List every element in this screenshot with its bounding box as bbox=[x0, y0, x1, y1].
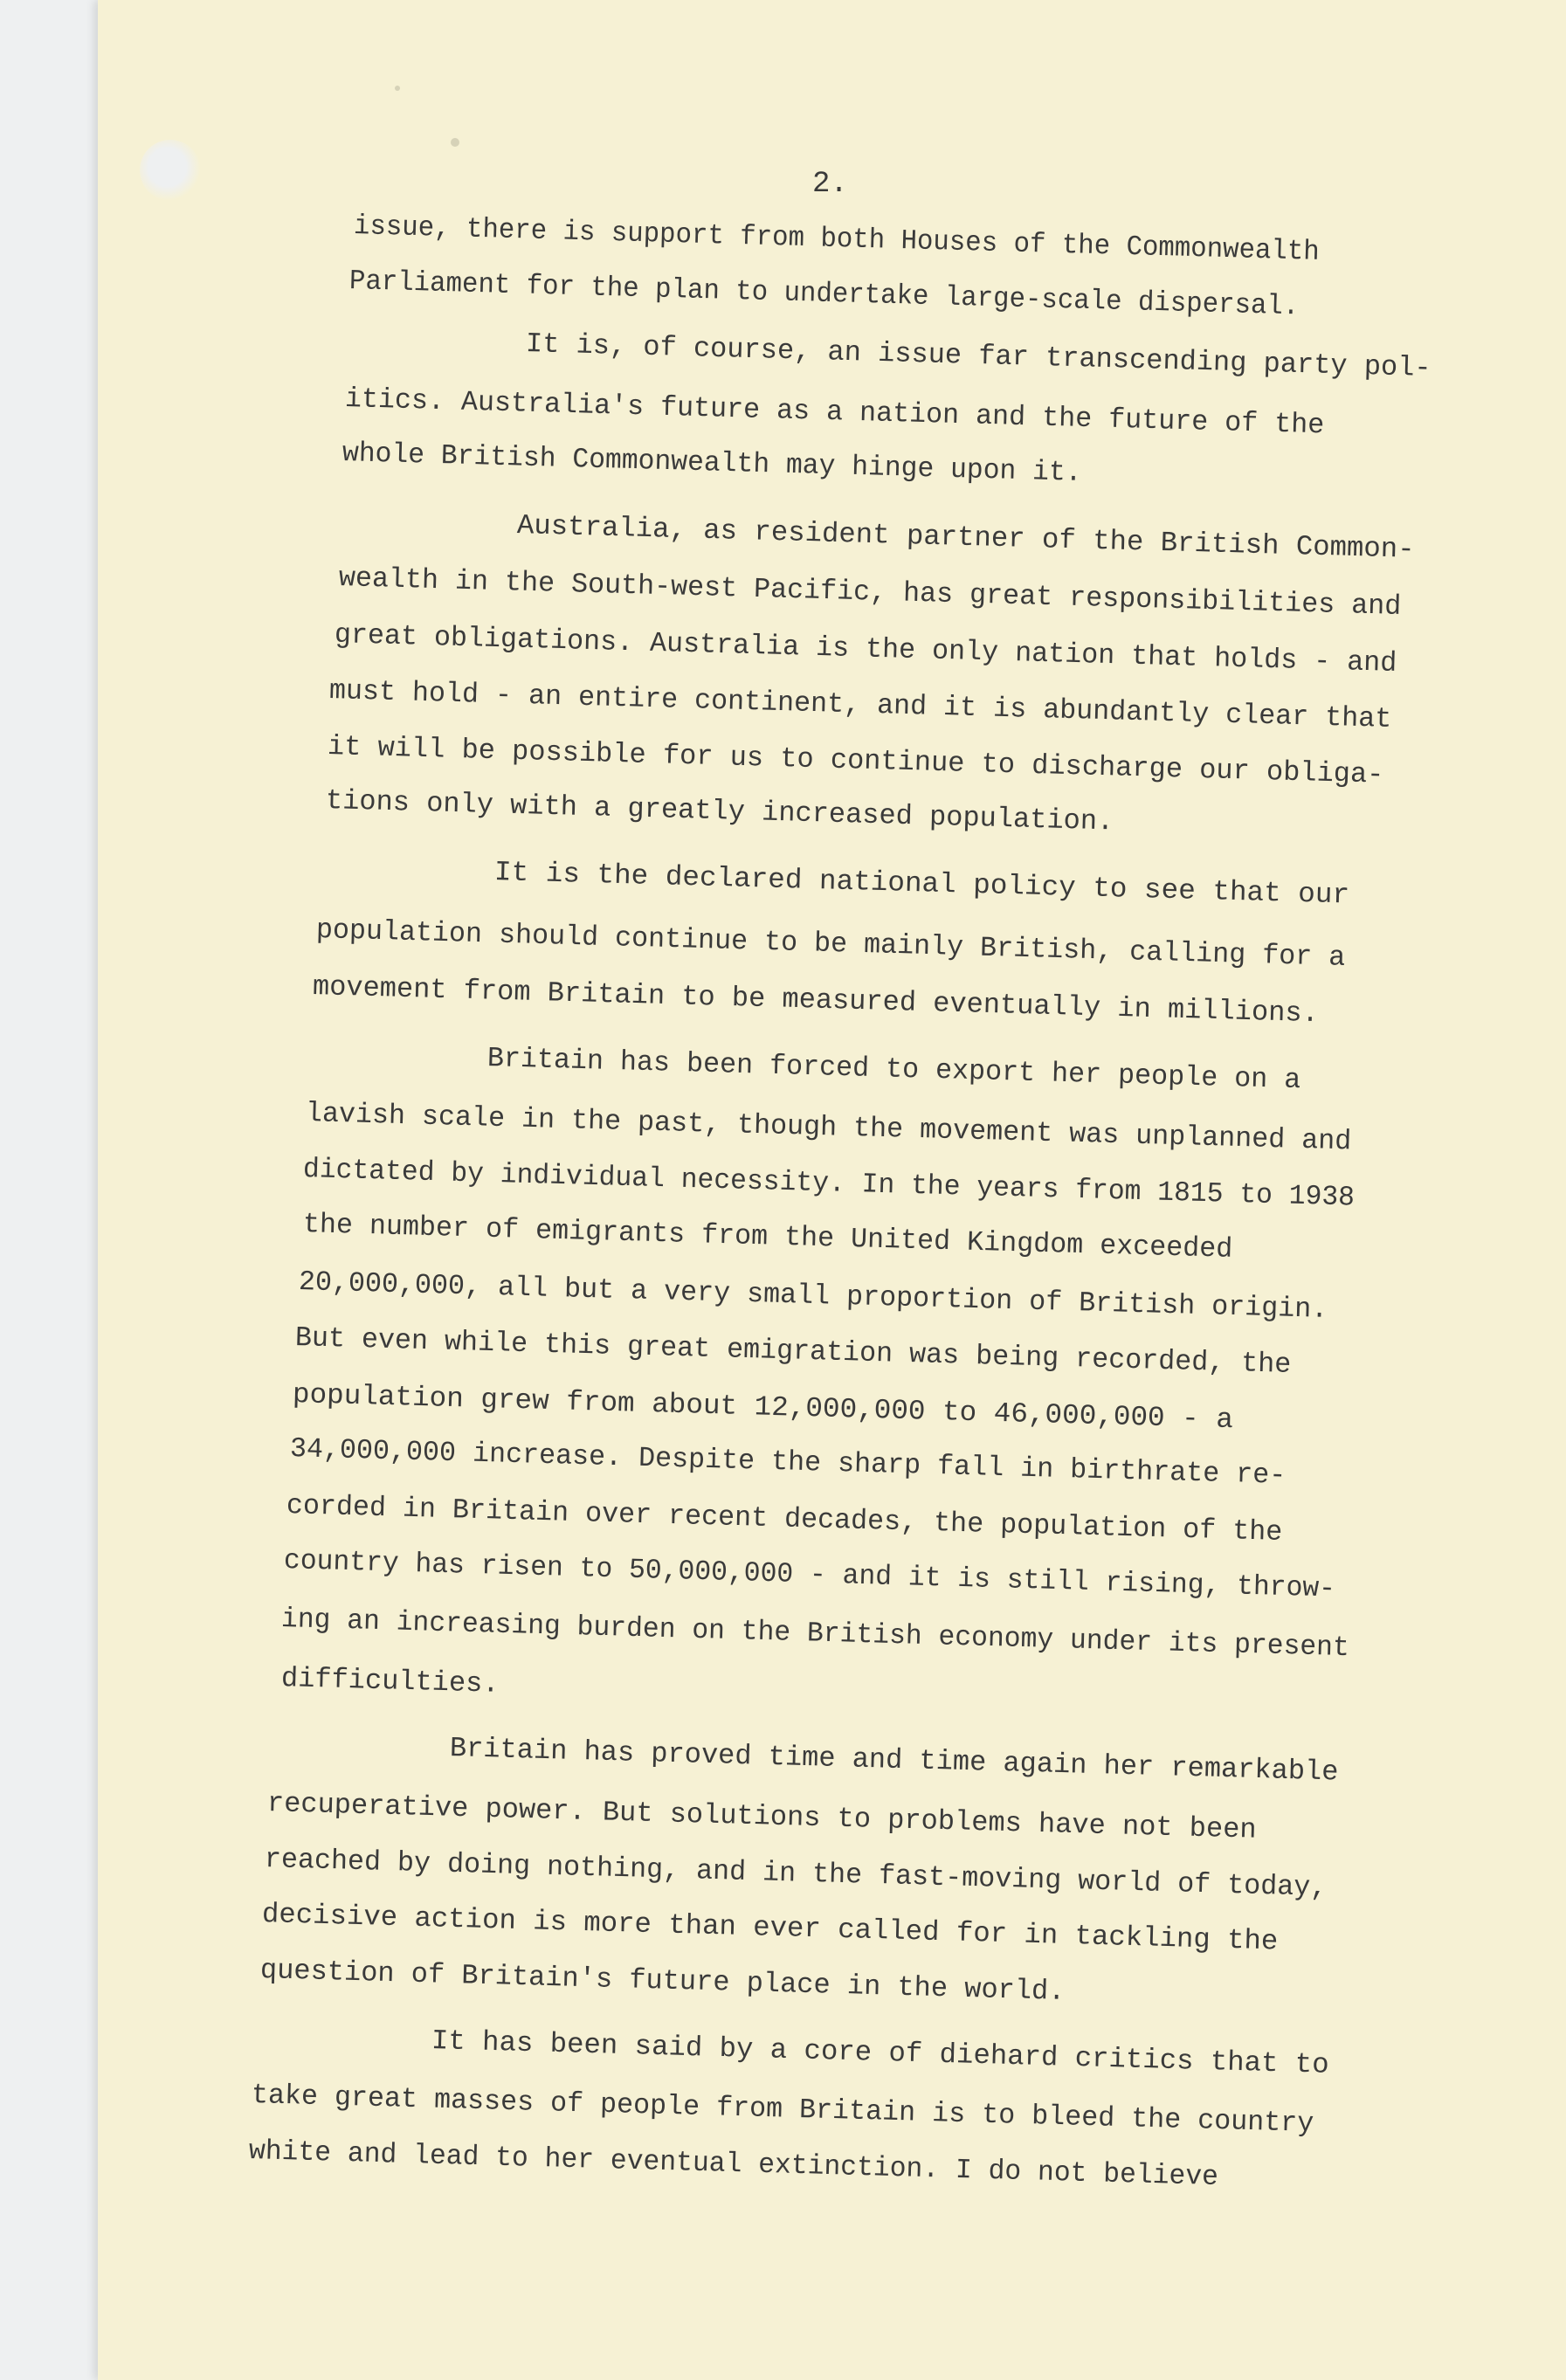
text-line: population should continue to be mainly British, calling for a bbox=[315, 914, 1346, 974]
text-line: decisive action is more than ever called for in tackling the bbox=[261, 1898, 1279, 1958]
text-line: wealth in the South-west Pacific, has great responsibilities and bbox=[338, 562, 1402, 623]
text-line: ing an increasing burden on the British economy under its present bbox=[280, 1603, 1350, 1665]
text-line: great obligations. Australia is the only nation that holds - and bbox=[334, 618, 1397, 680]
text-line: Britain has been forced to export her people on a bbox=[486, 1042, 1301, 1097]
text-line: Parliament for the plan to undertake large-scale dispersal. bbox=[348, 265, 1300, 323]
text-line: recuperative power. But solutions to problems have not been bbox=[266, 1787, 1258, 1846]
text-line: take great masses of people from Britain is to bleed the country bbox=[251, 2079, 1314, 2140]
text-line: 34,000,000 increase. Despite the sharp fall in birthrate re- bbox=[289, 1432, 1287, 1492]
text-line: But even while this great emigration was being recorded, the bbox=[294, 1321, 1292, 1381]
text-line: lavish scale in the past, though the movement was unplanned and bbox=[305, 1097, 1352, 1158]
text-line: reached by doing nothing, and in the fast-moving world of today, bbox=[264, 1843, 1328, 1904]
text-line: movement from Britain to be measured eventually in millions. bbox=[312, 970, 1320, 1031]
text-line: It has been said by a core of diehard critics that to bbox=[431, 2025, 1330, 2081]
text-line: white and lead to her eventual extinction. I do not believe bbox=[248, 2135, 1219, 2194]
text-line: It is, of course, an issue far transcending party pol- bbox=[525, 328, 1432, 385]
text-line: corded in Britain over recent decades, the population of the bbox=[286, 1489, 1283, 1549]
page-number: 2. bbox=[812, 168, 848, 201]
text-line: dictated by individual necessity. In the years from 1815 to 1938 bbox=[302, 1153, 1356, 1214]
text-line: 20,000,000, all but a very small proportion of British origin. bbox=[298, 1266, 1328, 1326]
text-line: It is the declared national policy to see that our bbox=[493, 856, 1350, 912]
text-line: population grew from about 12,000,000 to 46,000,000 - a bbox=[292, 1378, 1234, 1437]
text-line: it will be possible for us to continue to discharge our obliga- bbox=[327, 730, 1384, 791]
text-line: tions only with a greatly increased population. bbox=[325, 784, 1114, 838]
text-line: the number of emigrants from the United Kingdom exceeded bbox=[302, 1208, 1233, 1266]
text-line: itics. Australia's future as a nation and the future of the bbox=[344, 383, 1325, 442]
text-line: difficulties. bbox=[280, 1662, 500, 1700]
text-line: question of Britain's future place in the world. bbox=[259, 1954, 1066, 2008]
text-line: Australia, as resident partner of the British Common- bbox=[516, 509, 1416, 566]
text-line: Britain has proved time and time again her remarkable bbox=[449, 1732, 1339, 1789]
text-line: issue, there is support from both Houses of the Commonwealth bbox=[353, 210, 1321, 268]
text-line: whole British Commonwealth may hinge upon it. bbox=[341, 437, 1083, 489]
text-line: must hold - an entire continent, and it is abundantly clear that bbox=[328, 674, 1392, 735]
text-line: country has risen to 50,000,000 - and it is still rising, throw- bbox=[283, 1544, 1336, 1605]
